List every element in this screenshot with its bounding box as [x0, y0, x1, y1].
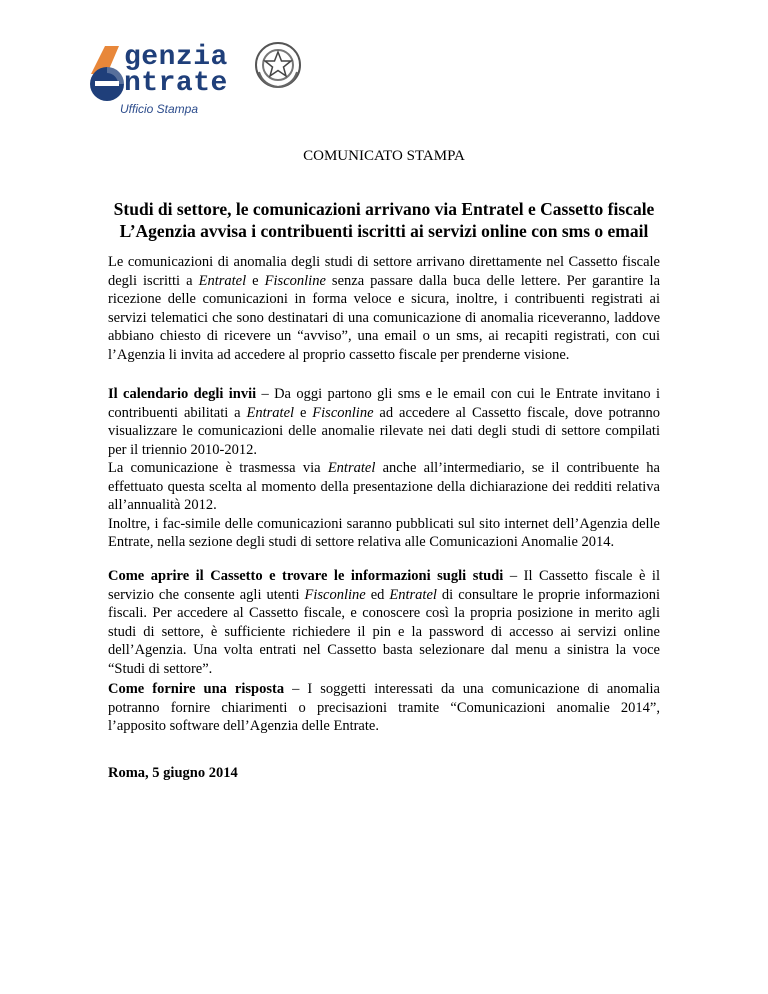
- p2-bold-lead: Il calendario degli invii: [108, 386, 257, 402]
- title-line-2: L’Agenzia avvisa i contribuenti iscritti ai servizi online con sms o email: [119, 221, 649, 241]
- p1-text-1: Le comunicazioni di anomalia degli studi di settore arrivano direttamente nel Cassetto fiscale degli iscritti a: [108, 254, 660, 289]
- p2-text-1: – Da oggi partono gli sms e le email con cui le Entrate invitano i contribuenti abilitati a: [108, 386, 660, 421]
- p3-text-3: di consultare le proprie informazioni fiscali. Per accedere al Cassetto fiscale, e conoscere così la propria posizione in merito agli studi di settore, è sufficiente richiedere il pin e la password di accesso ai servizi online dell’Agenzia. Una volta entrati nel Cassetto basta selezionare dal menu a sinistra la voce “Studi di settore”.: [108, 586, 661, 677]
- p3-text-1: – Il Cassetto fiscale è il servizio che consente agli utenti: [108, 568, 660, 603]
- logo-subtitle: Ufficio Stampa: [120, 102, 199, 116]
- paragraph-calendario: [108, 385, 660, 552]
- document-date: Roma, 5 giugno 2014: [108, 765, 238, 781]
- p2-s3-text: Inoltre, i fac-simile delle comunicazioni saranno pubblicati sul sito internet dell’Agenzia delle Entrate, nella sezione degli studi di settore relativa alle Comunicazioni Anomalie 2014.: [108, 515, 660, 550]
- p3-bold-lead: Come aprire il Cassetto e trovare le informazioni sugli studi: [108, 568, 504, 584]
- p2-s2-italic-entratel: Entratel: [327, 460, 376, 476]
- p2-text-2: e: [294, 404, 313, 421]
- logo-line-2: ntrate: [124, 68, 228, 99]
- p3-text-2: ed: [365, 586, 390, 603]
- p2-italic-entratel: Entratel: [246, 404, 295, 421]
- title-line-1: Studi di settore, le comunicazioni arrivano via Entratel e Cassetto fiscale: [113, 199, 655, 219]
- p2-s2-text-2: anche all’intermediario, se il contribuente ha effettuato questa scelta al momento della presentazione della dichiarazione dei redditi relativa all’annualità 2012.: [108, 460, 660, 513]
- p1-italic-entratel: Entratel: [198, 272, 247, 289]
- paragraph-risposta: [108, 680, 660, 736]
- p3-italic-fisconline: Fisconline: [304, 586, 366, 603]
- logo-mark-icon: [85, 44, 129, 104]
- document-title: [100, 198, 668, 242]
- p1-italic-fisconline: Fisconline: [264, 272, 326, 289]
- p4-text-1: – I soggetti interessati da una comunicazione di anomalia potranno fornire chiarimenti o precisazioni tramite “Comunicazioni anomalie 2014”, l’apposito software dell’Agenzia delle Entrate.: [108, 681, 660, 734]
- republic-emblem-icon: [253, 40, 303, 90]
- p2-italic-fisconline: Fisconline: [312, 404, 374, 421]
- logo-line-1: genzia: [124, 42, 228, 73]
- paragraph-cassetto: [108, 567, 660, 678]
- p4-bold-lead: Come fornire una risposta: [108, 681, 285, 697]
- p3-italic-entratel: Entratel: [389, 586, 437, 603]
- p1-text-3: senza passare dalla buca delle lettere. Per garantire la ricezione delle comunicazioni in forma veloce e sicura, inoltre, i contribuenti registrati ai servizi telematici che sono destinatari di una comunicazione di anomalia riceveranno, laddove abbiano chiesto di ricevere un “avviso”, una email o un sms, ai recapiti registrati, con cui l’Agenzia li invita ad accedere al proprio cassetto fiscale per prenderne visione.: [108, 272, 661, 363]
- p2-s2-text-1: La comunicazione è trasmessa via: [108, 460, 328, 476]
- document-heading: COMUNICATO STAMPA: [303, 148, 465, 164]
- paragraph-intro: [108, 253, 660, 364]
- p1-text-2: e: [246, 272, 265, 289]
- p2-text-3: ad accedere al Cassetto fiscale, dove potranno visualizzare le comunicazioni delle anomalie rilevate nei dati degli studi di settore compilati per il triennio 2010-2012.: [108, 404, 661, 458]
